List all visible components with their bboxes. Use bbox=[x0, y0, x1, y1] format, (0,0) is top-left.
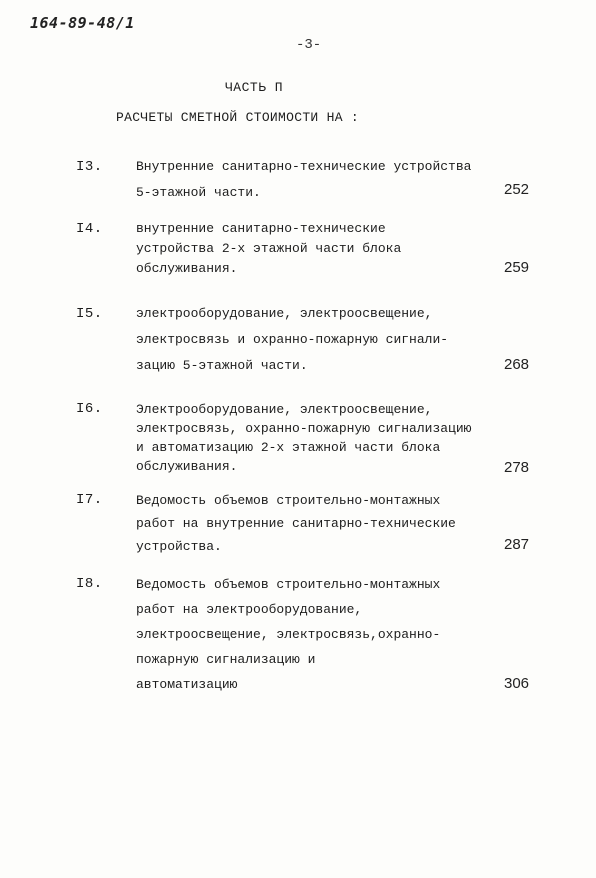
entry-title-line: электроосвещение, электросвязь,охранно- bbox=[136, 627, 441, 642]
page-number: -3- bbox=[296, 37, 322, 53]
entry-title-line: Внутренние санитарно-технические устройства bbox=[136, 159, 472, 174]
entry-title-line: внутренние санитарно-технические bbox=[136, 221, 386, 236]
entry-title bbox=[136, 489, 506, 558]
entry-page-number: 252 bbox=[504, 181, 530, 198]
entry-title-line: электросвязь, охранно-пожарную сигнализацию bbox=[136, 421, 472, 436]
entry-title-line: устройства. bbox=[136, 539, 222, 554]
entry-title-line: электрооборудование, электроосвещение, bbox=[136, 306, 433, 321]
entry-title-line: и автоматизацию 2-х этажной части блока bbox=[136, 440, 441, 455]
entry-title-line: Ведомость объемов строительно-монтажных bbox=[136, 577, 441, 592]
entry-title-line: обслуживания. bbox=[136, 261, 238, 276]
entry-title bbox=[136, 572, 506, 697]
part-title: ЧАСТЬ П bbox=[225, 80, 284, 95]
entry-number: I6. bbox=[76, 401, 103, 417]
entry-title bbox=[136, 219, 506, 279]
entry-title bbox=[136, 301, 506, 379]
entry-title-line: электросвязь и охранно-пожарную сигнали- bbox=[136, 332, 449, 347]
entry-page-number: 287 bbox=[504, 536, 530, 553]
entry-number: I3. bbox=[76, 159, 103, 175]
entry-title-line: Электрооборудование, электроосвещение, bbox=[136, 402, 433, 417]
entry-title-line: устройства 2-х этажной части блока bbox=[136, 241, 402, 256]
entry-number: I5. bbox=[76, 306, 103, 322]
entry-title-line: работ на электрооборудование, bbox=[136, 602, 363, 617]
entry-title bbox=[136, 154, 506, 206]
entry-title-line: пожарную сигнализацию и bbox=[136, 652, 316, 667]
entry-page-number: 306 bbox=[504, 675, 530, 692]
entry-title-line: Ведомость объемов строительно-монтажных bbox=[136, 493, 441, 508]
entry-page-number: 278 bbox=[504, 459, 530, 476]
entry-number: I4. bbox=[76, 221, 103, 237]
entry-page-number: 268 bbox=[504, 356, 530, 373]
entry-title-line: автоматизацию bbox=[136, 677, 238, 692]
entry-number: I8. bbox=[76, 576, 103, 592]
entry-title-line: работ на внутренние санитарно-технические bbox=[136, 516, 456, 531]
entry-title-line: зацию 5-этажной части. bbox=[136, 358, 308, 373]
entry-title-line: 5-этажной части. bbox=[136, 185, 261, 200]
entry-title bbox=[136, 400, 506, 476]
entry-page-number: 259 bbox=[504, 259, 530, 276]
document-code: 164-89-48/1 bbox=[30, 14, 135, 32]
entry-number: I7. bbox=[76, 492, 103, 508]
entry-title-line: обслуживания. bbox=[136, 459, 238, 474]
section-heading: РАСЧЕТЫ СМЕТНОЙ СТОИМОСТИ НА : bbox=[116, 110, 360, 125]
